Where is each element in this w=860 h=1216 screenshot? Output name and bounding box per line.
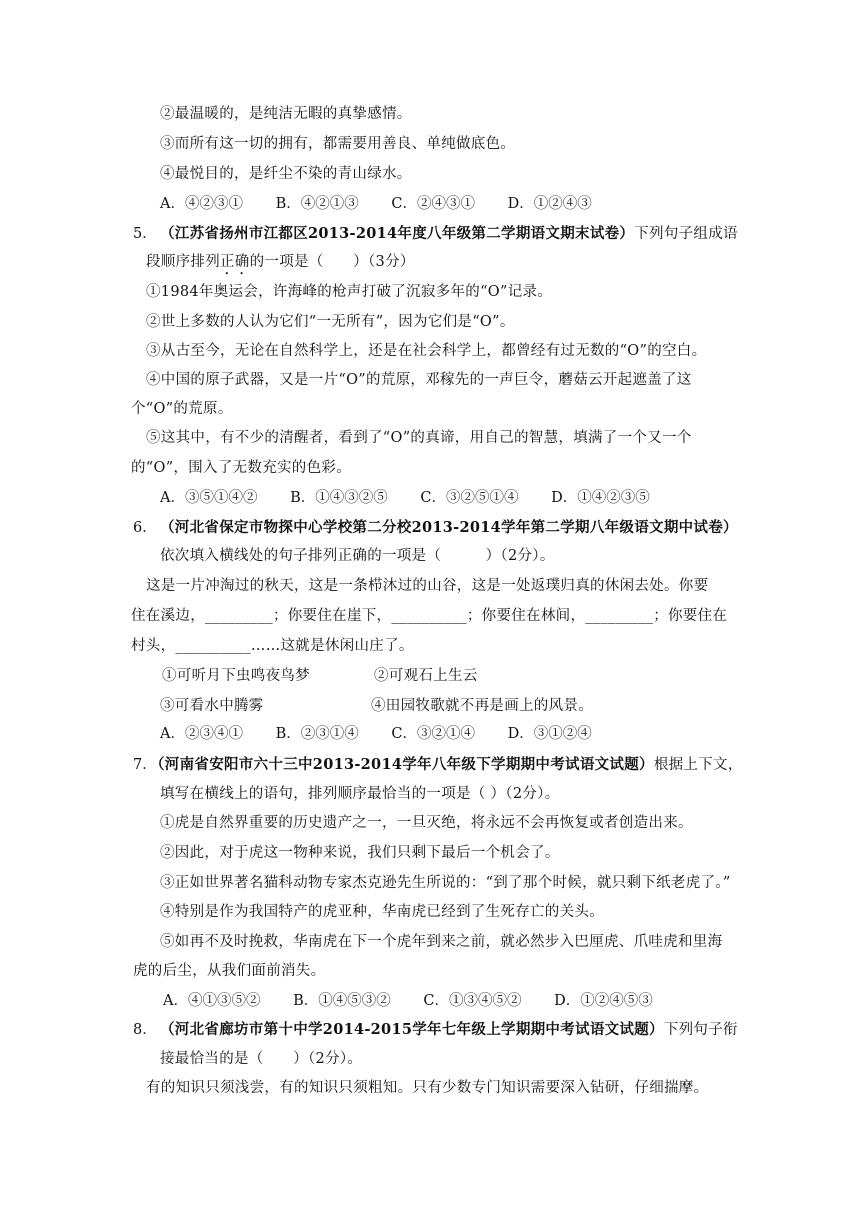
q6-passage-3: 村头，__________……这就是休闲山庄了。 [131,638,414,654]
q5-item-3: ③从古至今，无论在自然科学上，还是在社会科学上，都曾经有过无数的“O”的空白。 [146,343,707,359]
top-options [160,194,620,214]
q5-stem-line1 [160,224,738,244]
q7-stem-line2: 填写在横线上的语句，排列顺序最恰当的一项是（ ）（2分）。 [160,786,560,802]
option-d: D．③①②④ [507,726,592,742]
q5-source: （江苏省扬州市江都区2013-2014年度八年级第二学期语文期末试卷） [160,225,635,242]
q7-item-5: ⑤如再不及时挽救，华南虎在下一个虎年到来之前，就必然步入巴厘虎、爪哇虎和里海 [160,934,723,950]
option-c: C．③②⑤①④ [420,490,519,506]
q5-item-5: ⑤这其中，有不少的清醒者，看到了“O”的真谛，用自己的智慧，填满了一个又一个 [146,430,692,446]
q6-passage-1: 这是一片冲淘过的秋天，这是一条栉沐过的山谷，这是一处返璞归真的休闲去处。你要 [146,578,709,594]
q6-stem: 依次填入横线处的句子排列正确的一项是（ ）（2分）。 [160,548,555,564]
q7-number: 7． [133,757,157,773]
q5-options [160,488,678,508]
q8-item-1: 有的知识只须浅尝，有的知识只须粗知。只有少数专门知识需要深入钻研，仔细揣摩。 [146,1080,709,1096]
option-a: A．④①③⑤② [163,993,261,1009]
top-item-3: ③而所有这一切的拥有，都需要用善良、单纯做底色。 [160,136,516,152]
q5-item-5-cont: 的“O”，围入了无数充实的色彩。 [131,460,352,476]
q7-source: （河南省安阳市六十三中2013-2014学年八年级下学期期中考试语文试题） [150,756,654,773]
q7-item-4: ④特别是作为我国特产的虎亚种，华南虎已经到了生死存亡的关头。 [160,904,604,920]
q8-stem-tail: 下列句子衔 [663,1022,738,1038]
q5-item-1: ①1984年奥运会，许海峰的枪声打破了沉寂多年的“O”记录。 [146,284,553,300]
top-item-2: ②最温暖的，是纯洁无暇的真挚感情。 [160,106,412,122]
q7-item-5-cont: 虎的后尘，从我们面前消失。 [133,963,326,979]
q6-number: 6． [133,520,157,536]
option-b: B．②③①④ [275,726,359,742]
option-a: A．③⑤①④② [160,490,258,506]
q8-stem-line2: 接最恰当的是（ ）（2分）。 [160,1051,363,1067]
option-b: B．④②①③ [275,196,359,212]
q6-choice-2: ②可观石上生云 [374,668,478,684]
q6-source-text: （河北省保定市物探中心学校第二分校2013-2014学年第二学期八年级语文期中试卷） [160,519,738,536]
q7-item-3: ③正如世界著名猫科动物专家杰克逊先生所说的：“到了那个时候，就只剩下纸老虎了。” [160,875,731,891]
q5-stem2-emphasis: 正确 [220,254,250,270]
q5-stem-tail: 下列句子组成语 [634,226,738,242]
option-a: A．②③④① [160,726,243,742]
q7-item-1: ①虎是自然界重要的历史遗产之一，一旦灭绝，将永远不会再恢复或者创造出来。 [160,815,693,831]
q5-item-4-cont: 个“O”的荒原。 [131,401,233,417]
q8-source: （河北省廊坊市第十中学2014-2015学年七年级上学期期中考试语文试题） [160,1021,664,1038]
q6-options [160,724,620,744]
q7-item-2: ②因此，对于虎这一物种来说，我们只剩下最后一个机会了。 [160,845,560,861]
q5-number: 5． [133,226,157,242]
q5-stem-line2 [146,252,415,278]
q6-choice-1: ①可听月下虫鸣夜鸟梦 [162,668,310,684]
q5-stem2-b: 的一项是（ ）（3分） [249,254,415,270]
q6-choice-3: ③可看水中腾雾 [160,698,264,714]
q6-choice-4: ④田园牧歌就不再是画上的风景。 [371,698,593,714]
top-item-4: ④最悦目的，是纤尘不染的青山绿水。 [160,166,412,182]
q7-options [163,991,681,1011]
option-d: D．①②④⑤③ [554,993,653,1009]
option-a: A．④②③① [160,196,243,212]
q6-source [160,518,738,538]
q5-stem2-a: 段顺序排列 [146,254,220,270]
option-c: C．②④③① [391,196,475,212]
q8-number: 8． [133,1022,157,1038]
option-d: D．①④②③⑤ [551,490,650,506]
option-b: B．①④⑤③② [293,993,391,1009]
q7-stem-tail: 根据上下文， [653,757,743,773]
q8-stem-line1 [160,1020,738,1040]
q5-item-2: ②世上多数的人认为它们“一无所有”，因为它们是“O”。 [146,314,515,330]
option-d: D．①②④③ [507,196,592,212]
option-c: C．①③④⑤② [423,993,522,1009]
q7-stem-line1 [150,755,743,775]
q5-item-4: ④中国的原子武器，又是一片“O”的荒原，邓稼先的一声巨令，蘑菇云开起遮盖了这 [146,372,692,388]
option-c: C．③②①④ [391,726,475,742]
q6-passage-2: 住在溪边，_________；你要住在崖下，__________；你要住在林间，_________；你要住在 [131,608,728,624]
option-b: B．①④③②⑤ [290,490,388,506]
